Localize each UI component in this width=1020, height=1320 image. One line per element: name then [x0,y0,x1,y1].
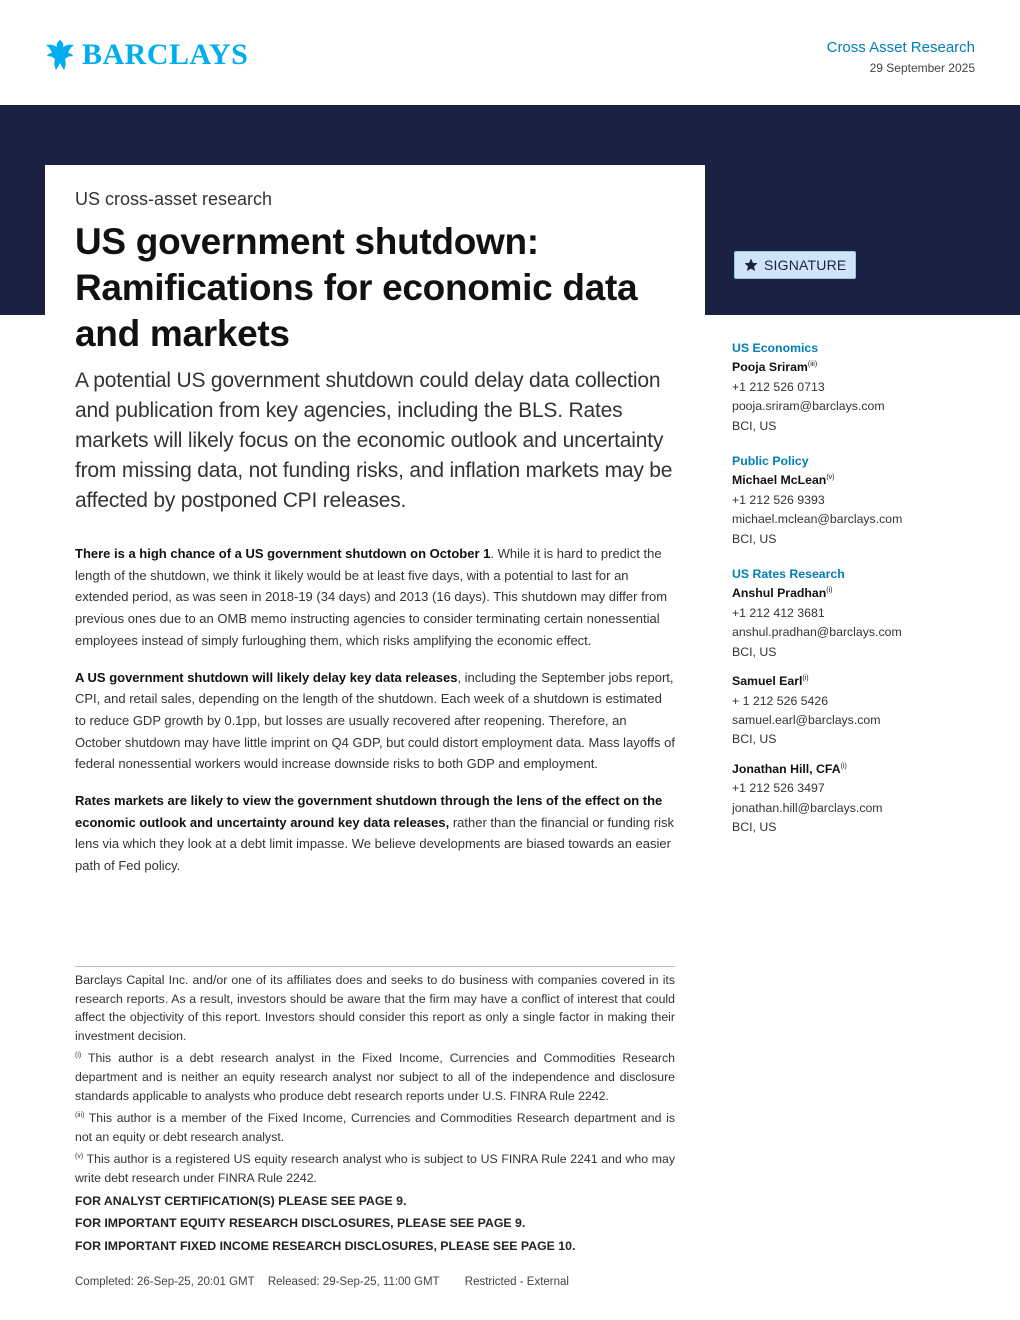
paragraph-text: rather than the financial or funding risk lens via which they look at a debt limit impasse. We believe developments are biased towards an easier path of Fed policy. [75,814,674,874]
completed-timestamp: Completed: 26-Sep-25, 20:01 GMT [75,1276,255,1288]
author-name: Jonathan Hill, CFA [732,761,841,776]
classification-label: Restricted - External [464,1276,569,1288]
page-title: US government shutdown: Ramifications for economic data and markets [75,221,638,354]
body-paragraph [75,543,675,652]
star-icon [744,258,758,272]
author-footnote [75,1150,675,1187]
author-sidebar [732,339,992,837]
research-series: Cross Asset Research [826,39,975,56]
author-group-title: US Rates Research [732,567,845,582]
summary-paragraph: A potential US government shutdown could delay data collection and publication from key agencies, including the BLS. Rates markets will likely focus on the economic outlook and uncertainty from missing data, not funding risks, and inflation markets may be affected by postponed CPI releases. [75,369,673,512]
footer-divider [75,966,675,967]
header-meta [827,38,975,77]
author-entry [732,672,992,750]
eagle-icon [44,38,76,72]
footnote-mark: (i) [75,1052,82,1060]
author-entry [732,584,992,662]
author-footnote [75,1109,675,1146]
author-email[interactable]: pooja.sriram@barclays.com [732,399,885,414]
author-phone[interactable]: +1 212 412 3681 [732,605,825,620]
release-info [75,1276,591,1288]
author-phone[interactable]: +1 212 526 0713 [732,379,825,394]
footnote-mark: (iii) [75,1112,85,1120]
author-entry [732,471,992,549]
author-note: (i) [826,587,833,595]
author-entity: BCI, US [732,644,777,659]
barclays-logo[interactable] [44,38,248,72]
author-note: (i) [840,762,847,770]
released-timestamp: Released: 29-Sep-25, 11:00 GMT [267,1276,440,1288]
conflict-disclaimer: Barclays Capital Inc. and/or one of its affiliates does and seeks to do business with companies covered in its research reports. As a result, investors should be aware that the firm may have a conflict of interest that could affect the objectivity of this report. Investors should consider this report as only a single factor in making their investment decision. [75,973,675,1043]
author-phone[interactable]: + 1 212 526 5426 [732,693,829,708]
author-entity: BCI, US [732,732,777,747]
author-note: (v) [826,474,835,482]
footnote-text: This author is a registered US equity research analyst who is subject to US FINRA Rule 2241 and who may write debt research under FINRA Rule 2242. [75,1152,675,1185]
logo-wordmark: BARCLAYS [82,38,249,71]
author-name: Michael McLean [732,473,827,488]
author-entity: BCI, US [732,418,777,433]
author-name: Pooja Sriram [732,360,808,375]
paragraph-lead: Rates markets are likely to view the government shutdown through the lens of the effect on the economic outlook and uncertainty around key data releases, [75,793,663,830]
certification-notice: FOR ANALYST CERTIFICATION(S) PLEASE SEE PAGE 9. [75,1193,407,1208]
equity-disclosures-notice: FOR IMPORTANT EQUITY RESEARCH DISCLOSURES, PLEASE SEE PAGE 9. [75,1216,526,1231]
footnote-text: This author is a debt research analyst in the Fixed Income, Currencies and Commodities Research department and is neither an equity research analyst nor subject to all of the independence and disclosure standards applicable to analysts who produce debt research reports under U.S. FINRA Rule 2242. [75,1051,675,1103]
badge-label: SIGNATURE [764,257,847,273]
author-note: (i) [802,675,809,682]
document-type: US cross-asset research [75,189,273,209]
paragraph-text: , including the September jobs report, CPI, and retail sales, depending on the length of the shutdown. Each week of a shutdown is estimated to reduce GDP growth by 0.1pp, but losses are usually recovered after reopening. Therefore, an October shutdown may have little imprint on Q4 GDP, but could distort employment data. Mass layoffs of federal nonessential workers would increase downside risks to both GDP and employment. [75,669,675,772]
author-note: (iii) [807,361,818,369]
signature-badge [734,251,856,279]
author-email[interactable]: samuel.earl@barclays.com [732,712,881,727]
author-group-title: Public Policy [732,454,809,469]
author-email[interactable]: jonathan.hill@barclays.com [732,800,883,815]
fixed-income-disclosures-notice: FOR IMPORTANT FIXED INCOME RESEARCH DISCLOSURES, PLEASE SEE PAGE 10. [75,1238,576,1253]
author-entity: BCI, US [732,819,777,834]
author-name: Anshul Pradhan [732,586,827,601]
paragraph-lead: There is a high chance of a US government shutdown on October 1 [75,546,491,561]
title-card [45,165,705,545]
body-text [75,543,675,892]
author-entity: BCI, US [732,531,777,546]
body-paragraph [75,790,675,877]
footnote-mark: (v) [75,1153,84,1161]
author-email[interactable]: michael.mclean@barclays.com [732,512,903,527]
body-paragraph [75,667,675,776]
disclosures [75,971,675,1259]
footnote-text: This author is a member of the Fixed Income, Currencies and Commodities Research department and is not an equity or debt research analyst. [75,1111,675,1144]
author-entry [732,358,992,436]
author-footnote [75,1049,675,1105]
author-name: Samuel Earl [732,674,803,689]
author-phone[interactable]: +1 212 526 3497 [732,781,825,796]
author-entry [732,760,992,838]
paragraph-lead: A US government shutdown will likely delay key data releases [75,669,458,685]
page-header [0,0,1020,105]
author-group-title: US Economics [732,341,819,355]
author-email[interactable]: anshul.pradhan@barclays.com [732,625,902,640]
author-phone[interactable]: +1 212 526 9393 [732,492,825,507]
publication-date: 29 September 2025 [869,61,975,75]
paragraph-text: . While it is hard to predict the length of the shutdown, we think it likely would be at least five days, with a potential to last for an extended period, as was seen in 2018-19 (34 days) and 2013 (16 days). This shutdown may differ from previous ones due to an OMB memo instructing agencies to consider terminating certain nonessential employees instead of simply furloughing them, which risks amplifying the economic effect. [75,546,668,648]
